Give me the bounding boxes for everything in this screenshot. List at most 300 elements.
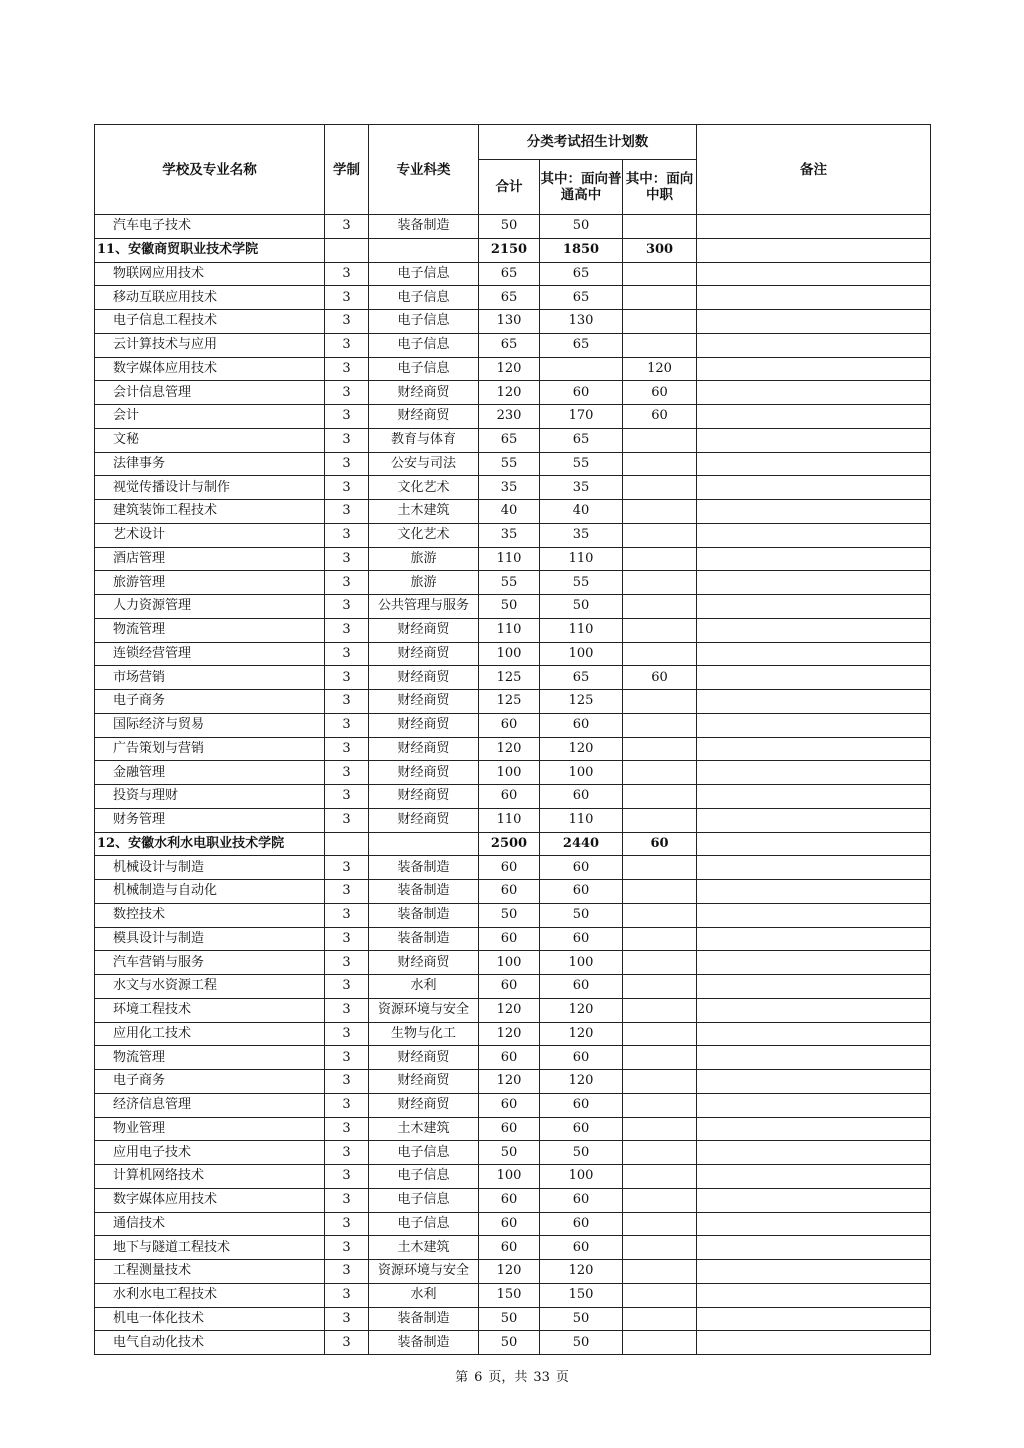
cell-vocational [623, 452, 697, 476]
cell-category: 资源环境与安全 [369, 998, 479, 1022]
table-row [95, 215, 931, 239]
cell-years: 3 [325, 215, 369, 239]
cell-total: 50 [479, 1331, 540, 1355]
cell-total: 120 [479, 1070, 540, 1094]
table-row [95, 333, 931, 357]
header-remarks: 备注 [697, 125, 931, 215]
cell-remarks [697, 785, 931, 809]
cell-name: 数字媒体应用技术 [95, 357, 325, 381]
cell-remarks [697, 476, 931, 500]
cell-years: 3 [325, 500, 369, 524]
cell-general-highschool: 65 [540, 666, 623, 690]
cell-name: 电子商务 [95, 1070, 325, 1094]
cell-category: 旅游 [369, 571, 479, 595]
cell-name: 广告策划与营销 [95, 737, 325, 761]
cell-total: 2500 [479, 832, 540, 856]
cell-total: 60 [479, 927, 540, 951]
cell-vocational [623, 927, 697, 951]
cell-years: 3 [325, 1236, 369, 1260]
cell-remarks [697, 998, 931, 1022]
cell-years: 3 [325, 998, 369, 1022]
cell-category: 土木建筑 [369, 1117, 479, 1141]
cell-category: 财经商贸 [369, 737, 479, 761]
cell-category: 水利 [369, 1283, 479, 1307]
cell-total: 100 [479, 1165, 540, 1189]
table-row [95, 547, 931, 571]
cell-general-highschool: 50 [540, 215, 623, 239]
cell-remarks [697, 951, 931, 975]
cell-name: 法律事务 [95, 452, 325, 476]
cell-name: 应用电子技术 [95, 1141, 325, 1165]
cell-name: 物业管理 [95, 1117, 325, 1141]
cell-remarks [697, 1046, 931, 1070]
cell-years: 3 [325, 1022, 369, 1046]
table-row [95, 500, 931, 524]
cell-years: 3 [325, 737, 369, 761]
cell-general-highschool: 120 [540, 1070, 623, 1094]
cell-general-highschool: 50 [540, 1307, 623, 1331]
cell-name: 环境工程技术 [95, 998, 325, 1022]
cell-general-highschool: 60 [540, 1212, 623, 1236]
cell-total: 60 [479, 975, 540, 999]
cell-vocational [623, 690, 697, 714]
cell-general-highschool: 60 [540, 856, 623, 880]
cell-remarks [697, 1283, 931, 1307]
table-row [95, 737, 931, 761]
cell-general-highschool: 60 [540, 713, 623, 737]
table-row [95, 262, 931, 286]
cell-category: 财经商贸 [369, 690, 479, 714]
cell-category: 资源环境与安全 [369, 1260, 479, 1284]
cell-vocational [623, 1117, 697, 1141]
table-row [95, 571, 931, 595]
table-row [95, 1307, 931, 1331]
cell-name: 电子信息工程技术 [95, 310, 325, 334]
header-school-major: 学校及专业名称 [95, 125, 325, 215]
cell-general-highschool: 65 [540, 428, 623, 452]
table-row [95, 998, 931, 1022]
cell-years: 3 [325, 333, 369, 357]
cell-years: 3 [325, 1212, 369, 1236]
cell-years: 3 [325, 1141, 369, 1165]
cell-total: 120 [479, 1260, 540, 1284]
cell-remarks [697, 523, 931, 547]
cell-years: 3 [325, 405, 369, 429]
cell-years: 3 [325, 785, 369, 809]
cell-remarks [697, 1307, 931, 1331]
cell-name: 文秘 [95, 428, 325, 452]
table-row [95, 1236, 931, 1260]
table-header [95, 125, 931, 215]
cell-vocational [623, 310, 697, 334]
cell-general-highschool: 100 [540, 951, 623, 975]
cell-total: 2150 [479, 238, 540, 262]
cell-category: 财经商贸 [369, 785, 479, 809]
cell-category: 电子信息 [369, 1212, 479, 1236]
school-row [95, 832, 931, 856]
cell-remarks [697, 832, 931, 856]
cell-years: 3 [325, 1188, 369, 1212]
cell-name: 汽车营销与服务 [95, 951, 325, 975]
cell-category: 财经商贸 [369, 761, 479, 785]
cell-category: 旅游 [369, 547, 479, 571]
table-row [95, 286, 931, 310]
cell-total: 110 [479, 618, 540, 642]
cell-remarks [697, 571, 931, 595]
cell-general-highschool: 60 [540, 1046, 623, 1070]
cell-total: 50 [479, 1141, 540, 1165]
cell-remarks [697, 666, 931, 690]
cell-remarks [697, 1117, 931, 1141]
cell-vocational [623, 761, 697, 785]
cell-category: 财经商贸 [369, 405, 479, 429]
cell-name: 数控技术 [95, 903, 325, 927]
cell-category: 装备制造 [369, 856, 479, 880]
cell-years: 3 [325, 618, 369, 642]
table-row [95, 523, 931, 547]
cell-vocational [623, 262, 697, 286]
cell-general-highschool: 50 [540, 595, 623, 619]
cell-total: 50 [479, 215, 540, 239]
table-row [95, 903, 931, 927]
cell-remarks [697, 595, 931, 619]
cell-remarks [697, 927, 931, 951]
cell-category: 装备制造 [369, 1331, 479, 1355]
cell-vocational [623, 713, 697, 737]
cell-general-highschool: 110 [540, 547, 623, 571]
cell-total: 120 [479, 998, 540, 1022]
cell-remarks [697, 690, 931, 714]
cell-category: 电子信息 [369, 357, 479, 381]
cell-category: 公共管理与服务 [369, 595, 479, 619]
cell-vocational [623, 1283, 697, 1307]
cell-name: 人力资源管理 [95, 595, 325, 619]
cell-years: 3 [325, 1260, 369, 1284]
cell-vocational [623, 808, 697, 832]
cell-total: 50 [479, 595, 540, 619]
cell-name: 物联网应用技术 [95, 262, 325, 286]
cell-general-highschool: 60 [540, 975, 623, 999]
cell-total: 60 [479, 880, 540, 904]
table-row [95, 452, 931, 476]
table-row [95, 1165, 931, 1189]
header-category: 专业科类 [369, 125, 479, 215]
cell-general-highschool: 130 [540, 310, 623, 334]
cell-category: 公安与司法 [369, 452, 479, 476]
cell-remarks [697, 310, 931, 334]
table-row [95, 357, 931, 381]
cell-vocational [623, 618, 697, 642]
cell-vocational [623, 785, 697, 809]
cell-vocational [623, 998, 697, 1022]
cell-name: 会计 [95, 405, 325, 429]
cell-years: 3 [325, 856, 369, 880]
cell-name: 电气自动化技术 [95, 1331, 325, 1355]
cell-vocational [623, 1212, 697, 1236]
cell-remarks [697, 737, 931, 761]
cell-total: 125 [479, 690, 540, 714]
cell-category: 电子信息 [369, 262, 479, 286]
cell-remarks [697, 642, 931, 666]
table-row [95, 1283, 931, 1307]
cell-name: 机械设计与制造 [95, 856, 325, 880]
cell-total: 60 [479, 785, 540, 809]
cell-name: 云计算技术与应用 [95, 333, 325, 357]
cell-vocational [623, 642, 697, 666]
cell-name: 11、安徽商贸职业技术学院 [95, 238, 325, 262]
cell-category: 土木建筑 [369, 500, 479, 524]
cell-years: 3 [325, 1046, 369, 1070]
cell-general-highschool: 35 [540, 523, 623, 547]
cell-category: 电子信息 [369, 1165, 479, 1189]
cell-total: 50 [479, 1307, 540, 1331]
cell-years: 3 [325, 595, 369, 619]
cell-general-highschool: 120 [540, 1260, 623, 1284]
cell-general-highschool: 170 [540, 405, 623, 429]
cell-remarks [697, 238, 931, 262]
cell-category: 装备制造 [369, 1307, 479, 1331]
cell-name: 移动互联应用技术 [95, 286, 325, 310]
cell-category: 财经商贸 [369, 666, 479, 690]
cell-vocational [623, 951, 697, 975]
cell-vocational [623, 333, 697, 357]
cell-category: 财经商贸 [369, 642, 479, 666]
cell-total: 60 [479, 1046, 540, 1070]
cell-total: 110 [479, 547, 540, 571]
cell-name: 机电一体化技术 [95, 1307, 325, 1331]
cell-years: 3 [325, 547, 369, 571]
cell-vocational [623, 1260, 697, 1284]
cell-years: 3 [325, 523, 369, 547]
cell-remarks [697, 880, 931, 904]
cell-general-highschool: 55 [540, 452, 623, 476]
cell-name: 酒店管理 [95, 547, 325, 571]
cell-remarks [697, 381, 931, 405]
cell-remarks [697, 975, 931, 999]
cell-remarks [697, 1165, 931, 1189]
cell-years: 3 [325, 880, 369, 904]
cell-remarks [697, 405, 931, 429]
cell-years: 3 [325, 571, 369, 595]
cell-category: 电子信息 [369, 1141, 479, 1165]
cell-category: 装备制造 [369, 880, 479, 904]
cell-vocational [623, 476, 697, 500]
cell-years: 3 [325, 286, 369, 310]
cell-total: 60 [479, 1117, 540, 1141]
cell-category: 电子信息 [369, 333, 479, 357]
cell-total: 60 [479, 1093, 540, 1117]
cell-years: 3 [325, 642, 369, 666]
cell-general-highschool: 100 [540, 642, 623, 666]
cell-total: 60 [479, 1188, 540, 1212]
cell-remarks [697, 452, 931, 476]
cell-years [325, 238, 369, 262]
cell-remarks [697, 1141, 931, 1165]
cell-general-highschool: 60 [540, 785, 623, 809]
header-years: 学制 [325, 125, 369, 215]
cell-general-highschool: 65 [540, 262, 623, 286]
cell-category: 教育与体育 [369, 428, 479, 452]
table-row [95, 761, 931, 785]
cell-general-highschool: 65 [540, 286, 623, 310]
school-row [95, 238, 931, 262]
cell-years: 3 [325, 713, 369, 737]
header-vocational: 其中：面向中职 [623, 160, 697, 215]
cell-name: 投资与理财 [95, 785, 325, 809]
cell-name: 建筑装饰工程技术 [95, 500, 325, 524]
cell-name: 电子商务 [95, 690, 325, 714]
cell-years: 3 [325, 1331, 369, 1355]
cell-vocational [623, 428, 697, 452]
cell-total: 65 [479, 333, 540, 357]
table-row [95, 1141, 931, 1165]
cell-general-highschool: 110 [540, 808, 623, 832]
cell-general-highschool: 2440 [540, 832, 623, 856]
cell-general-highschool: 65 [540, 333, 623, 357]
cell-vocational [623, 1236, 697, 1260]
cell-name: 国际经济与贸易 [95, 713, 325, 737]
cell-general-highschool: 40 [540, 500, 623, 524]
cell-years: 3 [325, 1307, 369, 1331]
cell-general-highschool: 120 [540, 998, 623, 1022]
header-general-highschool: 其中：面向普通高中 [540, 160, 623, 215]
cell-remarks [697, 500, 931, 524]
cell-total: 110 [479, 808, 540, 832]
table-body [95, 215, 931, 1355]
cell-total: 35 [479, 476, 540, 500]
cell-total: 120 [479, 381, 540, 405]
cell-vocational: 60 [623, 666, 697, 690]
table-row [95, 690, 931, 714]
cell-total: 65 [479, 262, 540, 286]
table-row [95, 1093, 931, 1117]
footer-suffix: 页 [555, 1370, 569, 1385]
cell-years: 3 [325, 1283, 369, 1307]
cell-vocational [623, 737, 697, 761]
cell-name: 视觉传播设计与制作 [95, 476, 325, 500]
table-row [95, 1331, 931, 1355]
cell-category [369, 832, 479, 856]
cell-remarks [697, 333, 931, 357]
cell-category: 装备制造 [369, 903, 479, 927]
cell-name: 地下与隧道工程技术 [95, 1236, 325, 1260]
cell-vocational [623, 880, 697, 904]
cell-total: 130 [479, 310, 540, 334]
cell-years: 3 [325, 357, 369, 381]
cell-category: 财经商贸 [369, 1046, 479, 1070]
cell-name: 机械制造与自动化 [95, 880, 325, 904]
cell-category: 生物与化工 [369, 1022, 479, 1046]
cell-category: 土木建筑 [369, 1236, 479, 1260]
cell-remarks [697, 1212, 931, 1236]
table-row [95, 808, 931, 832]
cell-total: 40 [479, 500, 540, 524]
cell-remarks [697, 713, 931, 737]
cell-years: 3 [325, 951, 369, 975]
table-row [95, 310, 931, 334]
cell-name: 模具设计与制造 [95, 927, 325, 951]
cell-total: 120 [479, 737, 540, 761]
cell-category: 财经商贸 [369, 1093, 479, 1117]
cell-general-highschool: 150 [540, 1283, 623, 1307]
cell-name: 艺术设计 [95, 523, 325, 547]
cell-name: 工程测量技术 [95, 1260, 325, 1284]
cell-vocational [623, 215, 697, 239]
cell-general-highschool: 60 [540, 1188, 623, 1212]
cell-years: 3 [325, 381, 369, 405]
cell-name: 应用化工技术 [95, 1022, 325, 1046]
footer-page-number: 6 [474, 1370, 483, 1385]
cell-vocational [623, 500, 697, 524]
cell-total: 55 [479, 571, 540, 595]
cell-years: 3 [325, 1093, 369, 1117]
cell-general-highschool: 35 [540, 476, 623, 500]
table-row [95, 1117, 931, 1141]
cell-vocational: 60 [623, 381, 697, 405]
table-row [95, 1260, 931, 1284]
cell-vocational [623, 856, 697, 880]
cell-vocational [623, 1188, 697, 1212]
cell-total: 120 [479, 357, 540, 381]
cell-years [325, 832, 369, 856]
footer-middle: 页，共 [488, 1370, 528, 1385]
cell-remarks [697, 1331, 931, 1355]
table-row [95, 618, 931, 642]
cell-vocational [623, 1022, 697, 1046]
header-plan-group: 分类考试招生计划数 [479, 125, 697, 160]
cell-category: 装备制造 [369, 215, 479, 239]
cell-general-highschool: 120 [540, 737, 623, 761]
cell-remarks [697, 428, 931, 452]
cell-category: 文化艺术 [369, 523, 479, 547]
table-row [95, 1188, 931, 1212]
cell-years: 3 [325, 1117, 369, 1141]
table-row [95, 381, 931, 405]
cell-general-highschool: 60 [540, 927, 623, 951]
cell-vocational [623, 1141, 697, 1165]
cell-category: 财经商贸 [369, 951, 479, 975]
cell-years: 3 [325, 310, 369, 334]
table-row [95, 595, 931, 619]
cell-name: 通信技术 [95, 1212, 325, 1236]
table-row [95, 405, 931, 429]
cell-vocational: 60 [623, 832, 697, 856]
cell-total: 60 [479, 856, 540, 880]
cell-years: 3 [325, 1165, 369, 1189]
cell-remarks [697, 1236, 931, 1260]
cell-remarks [697, 1022, 931, 1046]
cell-remarks [697, 286, 931, 310]
cell-total: 35 [479, 523, 540, 547]
cell-vocational: 300 [623, 238, 697, 262]
enrollment-plan-table [94, 124, 931, 1355]
cell-years: 3 [325, 761, 369, 785]
cell-general-highschool [540, 357, 623, 381]
cell-remarks [697, 357, 931, 381]
cell-general-highschool: 50 [540, 1331, 623, 1355]
cell-years: 3 [325, 1070, 369, 1094]
cell-vocational [623, 286, 697, 310]
cell-remarks [697, 1093, 931, 1117]
page-footer [0, 1366, 1024, 1385]
cell-vocational [623, 1046, 697, 1070]
cell-total: 60 [479, 1212, 540, 1236]
table-row [95, 1022, 931, 1046]
cell-general-highschool: 1850 [540, 238, 623, 262]
cell-category: 电子信息 [369, 310, 479, 334]
cell-total: 65 [479, 428, 540, 452]
cell-general-highschool: 60 [540, 1236, 623, 1260]
